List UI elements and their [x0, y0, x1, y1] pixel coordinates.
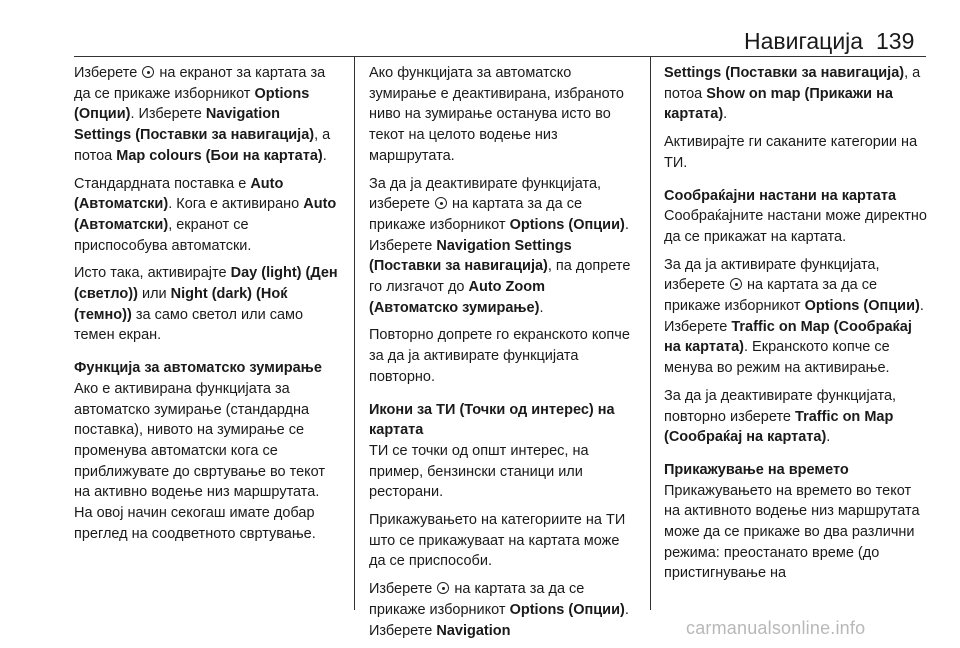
section-heading: Функција за автоматско зумирање — [74, 360, 322, 377]
paragraph: Прикажувањето на категориите на ТИ што се прикажуваат на картата може да се приспособи. — [369, 512, 626, 570]
paragraph: Повторно допрете го екранското копче за да ја активирате функцијата повторно. — [369, 327, 630, 385]
column-3 — [664, 63, 929, 591]
paragraph: Стандардната поставка е Auto (Автоматски). Кога е активирано Auto (Автоматски), екранот се приспособува автоматски. — [74, 175, 337, 254]
paragraph: Прикажувањето на времето во текот на активното водење низ маршрутата може да се прикаже во два различни режима: преостанато време (до пристигнување на — [664, 482, 920, 582]
page-number: 139 — [876, 28, 915, 54]
section-heading: Прикажување на времето — [664, 461, 849, 478]
column-divider — [650, 57, 651, 610]
paragraph: За да ја деактивирате функцијата, изберете на картата за да се прикаже изборникот Options (Опции). Изберете Navigation Settings (Поставки за навигација), па допрете го лизгачот до Auto Zoom (Автоматско зумирање). — [369, 175, 631, 316]
paragraph: Сообраќајните настани може директно да се прикажат на картата. — [664, 208, 927, 245]
map-menu-icon — [142, 66, 154, 78]
paragraph: Исто така, активирајте Day (light) (Ден (светло)) или Night (dark) (Ноќ (темно)) за само светол или само темен екран. — [74, 265, 338, 344]
column-1 — [74, 63, 339, 551]
header-rule — [74, 56, 926, 57]
map-menu-icon — [435, 197, 447, 209]
section-heading: Сообраќајни настани на картата — [664, 187, 897, 204]
paragraph: Ако е активирана функцијата за автоматско зумирање (стандардна поставка), нивото на зумирање се променува автоматски кога се приближувате до свртување во текот на активно водење низ маршрутата. На овој начин секогаш имате добар преглед на соодветното свртување. — [74, 380, 326, 542]
paragraph: Изберете на картата за да се прикаже изборникот Options (Опции). Изберете Navigation — [369, 581, 629, 639]
section-heading: Икони за ТИ (Точки од интерес) на картата — [369, 401, 615, 439]
column-divider — [354, 57, 355, 610]
paragraph: ТИ се точки од општ интерес, на пример, бензински станици или ресторани. — [369, 442, 589, 501]
paragraph: За да ја активирате функцијата, изберете на картата за да се прикаже изборникот Options (Опции). Изберете Traffic on Map (Сообраќај на картата). Екранското копче се менува во режим на активирање. — [664, 256, 924, 377]
map-menu-icon — [730, 278, 742, 290]
paragraph: Изберете на екранот за картата за да се прикаже изборникот Options (Опции). Изберете Navigation Settings (Поставки за навигација), а потоа Map colours (Бои на картата). — [74, 65, 331, 164]
map-menu-icon — [437, 582, 449, 594]
paragraph: Активирајте ги саканите категории на ТИ. — [664, 134, 918, 171]
paragraph: Ако функцијата за автоматско зумирање е деактивирана, избраното ниво на зумирање останува исто во текот на целото водење низ маршрутата. — [369, 65, 624, 164]
page-section-title: Навигација — [744, 28, 864, 54]
paragraph: Settings (Поставки за навигација), а потоа Show on map (Прикажи на картата). — [664, 65, 921, 123]
column-2 — [369, 63, 634, 648]
watermark: carmanualsonline.info — [686, 618, 866, 638]
paragraph: За да ја деактивирате функцијата, повторно изберете Traffic on Map (Сообраќај на картата). — [664, 387, 897, 446]
